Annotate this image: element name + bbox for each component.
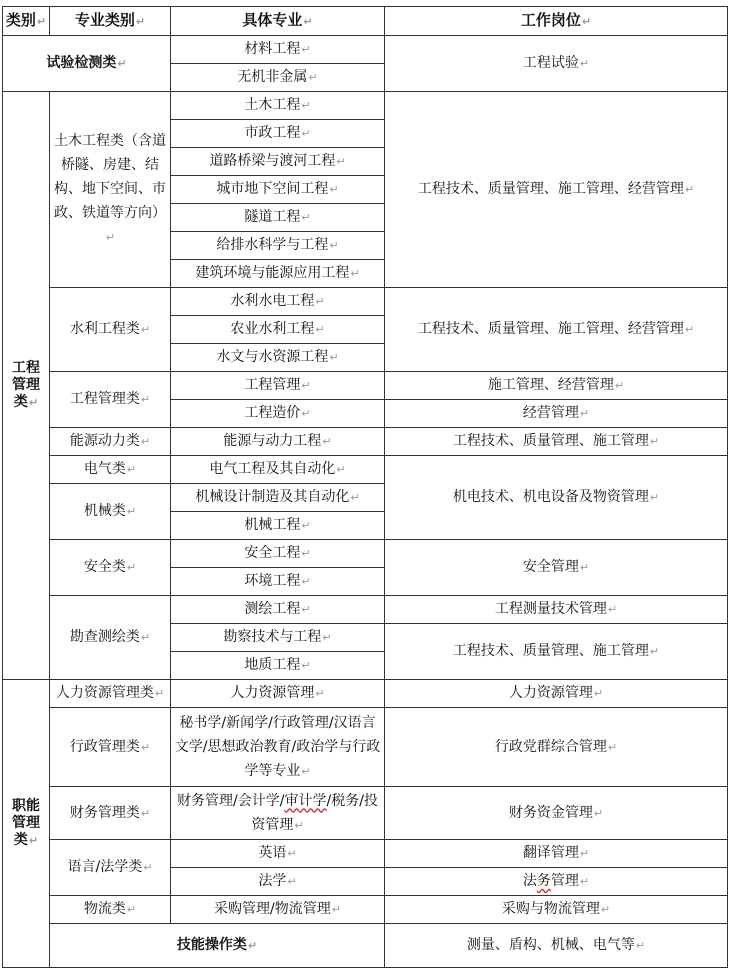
table-row: [3, 596, 728, 624]
table-row: [3, 288, 728, 316]
position-cell: 经营管理↵: [385, 400, 728, 428]
position-cell: 工程技术、质量管理、施工管理↵: [385, 428, 728, 456]
specific-major-cell: 机械设计制造及其自动化↵: [171, 484, 385, 512]
specific-major-cell: 地质工程↵: [171, 652, 385, 680]
position-cell: 财务资金管理↵: [385, 787, 728, 840]
specific-major-cell: 安全工程↵: [171, 540, 385, 568]
major-class-finance: 财务管理类↵: [50, 787, 171, 840]
specific-major-cell: 测绘工程↵: [171, 596, 385, 624]
specific-major-cell: 工程造价↵: [171, 400, 385, 428]
specific-major-cell: 勘察技术与工程↵: [171, 624, 385, 652]
test-category-label: 试验检测类↵: [3, 36, 171, 92]
specific-major-cell: 机械工程↵: [171, 512, 385, 540]
specific-major-cell: 测量、盾构、机械、电气等↵: [385, 924, 728, 968]
specific-major-cell: 给排水科学与工程↵: [171, 232, 385, 260]
position-cell: 安全管理↵: [385, 540, 728, 596]
specific-major-cell: 水利水电工程↵: [171, 288, 385, 316]
specific-major-cell: 水文与水资源工程↵: [171, 344, 385, 372]
specific-major-cell: 工程管理↵: [171, 372, 385, 400]
table-row: [3, 924, 728, 968]
position-cell: 施工管理、经营管理↵: [385, 372, 728, 400]
specific-major-cell: 道路桥梁与渡河工程↵: [171, 148, 385, 176]
major-class-survey: 勘查测绘类↵: [50, 596, 171, 680]
specific-major-cell: 材料工程↵: [171, 36, 385, 64]
table-row: [3, 840, 728, 868]
major-class-language-law: 语言/法学类↵: [50, 840, 171, 896]
major-position-table-wrapper: [2, 6, 728, 968]
position-cell: 工程技术、质量管理、施工管理、经营管理↵: [385, 92, 728, 288]
skill-category-label: 技能操作类↵: [50, 924, 385, 968]
position-cell: 机电技术、机电设备及物资管理↵: [385, 456, 728, 540]
specific-major-cell: 土木工程↵: [171, 92, 385, 120]
functional-category-label: 职能管理类↵: [3, 680, 50, 968]
specific-major-cell: 采购管理/物流管理↵: [171, 896, 385, 924]
specific-major-cell: 英语↵: [171, 840, 385, 868]
specific-major-cell: 财务管理/会计学/审计学/税务/投资管理↵: [171, 787, 385, 840]
specific-major-cell: 人力资源管理↵: [171, 680, 385, 708]
table-row: [3, 540, 728, 568]
major-class-safety: 安全类↵: [50, 540, 171, 596]
position-cell: 工程技术、质量管理、施工管理↵: [385, 624, 728, 680]
engineering-category-label: 工程管理类↵: [3, 92, 50, 680]
header-specific-major: 具体专业↵: [171, 7, 385, 36]
major-class-admin: 行政管理类↵: [50, 708, 171, 787]
table-row: [3, 92, 728, 120]
header-major-class: 专业类别↵: [50, 7, 171, 36]
major-class-water: 水利工程类↵: [50, 288, 171, 372]
specific-major-cell: 秘书学/新闻学/行政管理/汉语言文学/思想政治教育/政治学与行政学等专业↵: [171, 708, 385, 787]
spellcheck-underline: 务: [536, 873, 551, 889]
table-row: [3, 708, 728, 787]
table-row: [3, 787, 728, 840]
position-cell: 工程试验↵: [385, 36, 728, 92]
table-row: [3, 896, 728, 924]
major-position-table: [2, 6, 728, 968]
position-cell: 行政党群综合管理↵: [385, 708, 728, 787]
major-class-mechanical: 机械类↵: [50, 484, 171, 540]
table-row: [3, 428, 728, 456]
specific-major-cell: 无机非金属↵: [171, 64, 385, 92]
specific-major-cell: 能源与动力工程↵: [171, 428, 385, 456]
specific-major-cell: 建筑环境与能源应用工程↵: [171, 260, 385, 288]
spellcheck-underline: 审计学: [284, 792, 327, 809]
major-class-electric: 电气类↵: [50, 456, 171, 484]
major-class-logistics: 物流类↵: [50, 896, 171, 924]
position-cell: 人力资源管理↵: [385, 680, 728, 708]
table-row: [3, 36, 728, 64]
header-position: 工作岗位↵: [385, 7, 728, 36]
position-cell: 翻译管理↵: [385, 840, 728, 868]
specific-major-cell: 农业水利工程↵: [171, 316, 385, 344]
specific-major-cell: 城市地下空间工程↵: [171, 176, 385, 204]
specific-major-cell: 法学↵: [171, 868, 385, 896]
major-class-hr: 人力资源管理类↵: [50, 680, 171, 708]
major-class-civil: 土木工程类（含道桥隧、房建、结构、地下空间、市政、铁道等方向）↵: [50, 92, 171, 288]
position-cell: 法务管理↵: [385, 868, 728, 896]
position-cell: 工程测量技术管理↵: [385, 596, 728, 624]
specific-major-cell: 隧道工程↵: [171, 204, 385, 232]
specific-major-cell: 环境工程↵: [171, 568, 385, 596]
table-row: [3, 456, 728, 484]
major-class-energy: 能源动力类↵: [50, 428, 171, 456]
position-cell: 工程技术、质量管理、施工管理、经营管理↵: [385, 288, 728, 372]
header-row: [3, 7, 728, 36]
specific-major-cell: 市政工程↵: [171, 120, 385, 148]
major-class-engineering-mgmt: 工程管理类↵: [50, 372, 171, 428]
specific-major-cell: 电气工程及其自动化↵: [171, 456, 385, 484]
table-row: [3, 372, 728, 400]
table-row: [3, 680, 728, 708]
position-cell: 采购与物流管理↵: [385, 896, 728, 924]
header-category: 类别↵: [3, 7, 50, 36]
